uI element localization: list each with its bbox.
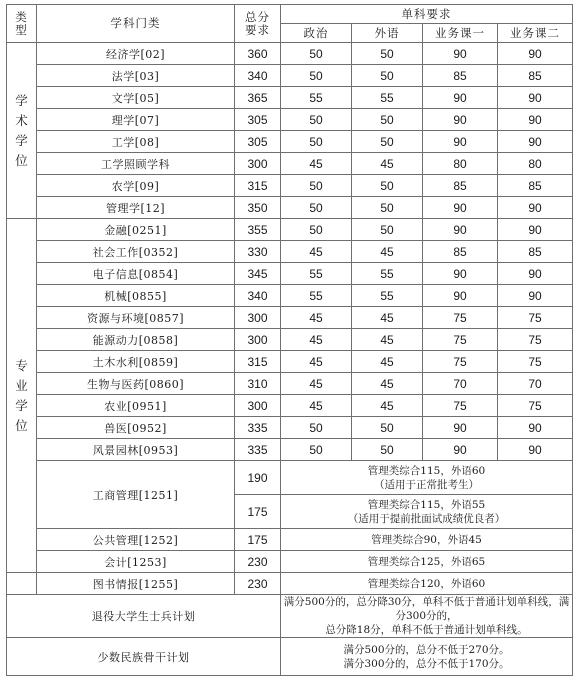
subject-cell: 能源动力[0858] (37, 329, 235, 351)
total-score-cell: 300 (235, 153, 281, 175)
subject-cell: 图书情报[1255] (37, 573, 235, 595)
politics-score-cell: 50 (281, 417, 352, 439)
politics-score-cell: 45 (281, 351, 352, 373)
requirement-note-cell: 管理类综合115，外语60 （适用于正常批考生） (281, 461, 573, 495)
plan-rule-cell: 满分500分的，总分降30分，单科不低于普通计划单科线，满分300分的， 总分降18分，单科不低于普通计划单科线。 (281, 595, 573, 638)
total-score-cell: 335 (235, 417, 281, 439)
foreign-score-cell: 45 (352, 373, 423, 395)
major2-score-cell: 90 (498, 439, 573, 461)
requirement-note-cell: 管理类综合125，外语65 (281, 551, 573, 573)
table-row (7, 638, 573, 676)
table-row (7, 551, 573, 573)
foreign-score-cell: 50 (352, 219, 423, 241)
major1-score-cell: 75 (423, 395, 498, 417)
subject-cell: 资源与环境[0857] (37, 307, 235, 329)
table-row (7, 351, 573, 373)
major1-score-cell: 90 (423, 87, 498, 109)
major1-score-cell: 85 (423, 175, 498, 197)
table-row (7, 219, 573, 241)
major1-score-cell: 80 (423, 153, 498, 175)
total-score-cell: 305 (235, 109, 281, 131)
foreign-score-cell: 45 (352, 329, 423, 351)
politics-score-cell: 45 (281, 395, 352, 417)
academic-degree-type: 学 术 学 位 (7, 43, 37, 219)
subject-cell: 风景园林[0953] (37, 439, 235, 461)
major2-score-cell: 90 (498, 219, 573, 241)
table-row (7, 573, 573, 595)
requirement-note-cell: 管理类综合90，外语45 (281, 529, 573, 551)
total-score-cell: 340 (235, 65, 281, 87)
foreign-score-cell: 45 (352, 241, 423, 263)
subject-cell: 工学照顾学科 (37, 153, 235, 175)
politics-score-cell: 50 (281, 197, 352, 219)
foreign-score-cell: 55 (352, 263, 423, 285)
major2-score-cell: 75 (498, 329, 573, 351)
major1-score-cell: 75 (423, 307, 498, 329)
subject-cell: 金融[0251] (37, 219, 235, 241)
total-score-cell: 335 (235, 439, 281, 461)
subject-cell: 管理学[12] (37, 197, 235, 219)
major1-score-cell: 75 (423, 351, 498, 373)
foreign-score-cell: 45 (352, 307, 423, 329)
subject-cell: 社会工作[0352] (37, 241, 235, 263)
subject-cell: 会计[1253] (37, 551, 235, 573)
total-score-cell: 360 (235, 43, 281, 65)
total-score-cell: 175 (235, 529, 281, 551)
major2-score-cell: 75 (498, 395, 573, 417)
header-major1: 业务课一 (423, 24, 498, 43)
major2-score-cell: 85 (498, 241, 573, 263)
politics-score-cell: 50 (281, 175, 352, 197)
table-row (7, 285, 573, 307)
politics-score-cell: 50 (281, 219, 352, 241)
total-score-cell: 300 (235, 395, 281, 417)
major1-score-cell: 90 (423, 285, 498, 307)
major2-score-cell: 75 (498, 307, 573, 329)
total-score-cell: 230 (235, 551, 281, 573)
subject-cell: 农业[0951] (37, 395, 235, 417)
total-score-cell: 310 (235, 373, 281, 395)
total-score-cell: 345 (235, 263, 281, 285)
blank-type-cell (7, 573, 37, 595)
major2-score-cell: 90 (498, 87, 573, 109)
header-foreign: 外语 (352, 24, 423, 43)
total-score-cell: 300 (235, 329, 281, 351)
foreign-score-cell: 50 (352, 43, 423, 65)
politics-score-cell: 50 (281, 439, 352, 461)
table-row (7, 109, 573, 131)
major1-score-cell: 90 (423, 263, 498, 285)
major2-score-cell: 90 (498, 131, 573, 153)
table-row (7, 461, 573, 495)
subject-cell: 法学[03] (37, 65, 235, 87)
major1-score-cell: 75 (423, 329, 498, 351)
total-score-cell: 365 (235, 87, 281, 109)
table-row (7, 241, 573, 263)
table-header (7, 5, 573, 43)
subject-cell: 电子信息[0854] (37, 263, 235, 285)
major1-score-cell: 90 (423, 439, 498, 461)
major2-score-cell: 80 (498, 153, 573, 175)
table-row (7, 65, 573, 87)
foreign-score-cell: 50 (352, 417, 423, 439)
major2-score-cell: 90 (498, 417, 573, 439)
politics-score-cell: 55 (281, 263, 352, 285)
professional-degree-type: 专 业 学 位 (7, 219, 37, 573)
score-requirements-table (6, 4, 573, 676)
total-score-cell: 300 (235, 307, 281, 329)
header-single-subject: 单科要求 (281, 5, 573, 24)
table-row (7, 153, 573, 175)
table-row (7, 395, 573, 417)
table-row (7, 175, 573, 197)
major2-score-cell: 75 (498, 351, 573, 373)
total-score-cell: 190 (235, 461, 281, 495)
politics-score-cell: 45 (281, 153, 352, 175)
header-politics: 政治 (281, 24, 352, 43)
politics-score-cell: 45 (281, 373, 352, 395)
major1-score-cell: 90 (423, 131, 498, 153)
politics-score-cell: 50 (281, 43, 352, 65)
total-score-cell: 305 (235, 131, 281, 153)
foreign-score-cell: 50 (352, 175, 423, 197)
table-row (7, 417, 573, 439)
major2-score-cell: 90 (498, 263, 573, 285)
subject-cell: 工商管理[1251] (37, 461, 235, 529)
major2-score-cell: 90 (498, 197, 573, 219)
total-score-cell: 330 (235, 241, 281, 263)
subject-cell: 理学[07] (37, 109, 235, 131)
foreign-score-cell: 55 (352, 285, 423, 307)
total-score-cell: 350 (235, 197, 281, 219)
table-row (7, 87, 573, 109)
requirement-note-cell: 管理类综合120，外语60 (281, 573, 573, 595)
foreign-score-cell: 55 (352, 87, 423, 109)
header-total: 总分 要求 (235, 5, 281, 43)
subject-cell: 机械[0855] (37, 285, 235, 307)
major1-score-cell: 90 (423, 417, 498, 439)
politics-score-cell: 45 (281, 241, 352, 263)
table-row (7, 373, 573, 395)
table-row (7, 439, 573, 461)
politics-score-cell: 50 (281, 131, 352, 153)
foreign-score-cell: 50 (352, 439, 423, 461)
major2-score-cell: 90 (498, 43, 573, 65)
foreign-score-cell: 45 (352, 395, 423, 417)
header-subject: 学科门类 (37, 5, 235, 43)
foreign-score-cell: 50 (352, 65, 423, 87)
table-row (7, 307, 573, 329)
veteran-plan-label: 退役大学生士兵计划 (7, 595, 281, 638)
table-row (7, 595, 573, 638)
total-score-cell: 315 (235, 175, 281, 197)
header-type: 类 型 (7, 5, 37, 43)
major1-score-cell: 90 (423, 109, 498, 131)
subject-cell: 公共管理[1252] (37, 529, 235, 551)
table-body (7, 43, 573, 676)
major2-score-cell: 85 (498, 175, 573, 197)
total-score-cell: 175 (235, 495, 281, 529)
subject-cell: 生物与医药[0860] (37, 373, 235, 395)
table-row (7, 131, 573, 153)
subject-cell: 土木水利[0859] (37, 351, 235, 373)
politics-score-cell: 50 (281, 65, 352, 87)
major1-score-cell: 90 (423, 219, 498, 241)
subject-cell: 农学[09] (37, 175, 235, 197)
subject-cell: 文学[05] (37, 87, 235, 109)
major2-score-cell: 85 (498, 65, 573, 87)
requirement-note-cell: 管理类综合115，外语55 （适用于提前批面试成绩优良者） (281, 495, 573, 529)
major2-score-cell: 90 (498, 109, 573, 131)
table-row (7, 197, 573, 219)
major1-score-cell: 90 (423, 197, 498, 219)
subject-cell: 兽医[0952] (37, 417, 235, 439)
politics-score-cell: 45 (281, 329, 352, 351)
total-score-cell: 355 (235, 219, 281, 241)
foreign-score-cell: 45 (352, 153, 423, 175)
politics-score-cell: 55 (281, 87, 352, 109)
major1-score-cell: 85 (423, 241, 498, 263)
table-row (7, 263, 573, 285)
table-row (7, 329, 573, 351)
major1-score-cell: 90 (423, 43, 498, 65)
politics-score-cell: 45 (281, 307, 352, 329)
table-row (7, 43, 573, 65)
major2-score-cell: 90 (498, 285, 573, 307)
subject-cell: 经济学[02] (37, 43, 235, 65)
politics-score-cell: 55 (281, 285, 352, 307)
politics-score-cell: 50 (281, 109, 352, 131)
table-row (7, 529, 573, 551)
major1-score-cell: 70 (423, 373, 498, 395)
foreign-score-cell: 45 (352, 351, 423, 373)
total-score-cell: 230 (235, 573, 281, 595)
foreign-score-cell: 50 (352, 197, 423, 219)
subject-cell: 工学[08] (37, 131, 235, 153)
minority-plan-label: 少数民族骨干计划 (7, 638, 281, 676)
foreign-score-cell: 50 (352, 131, 423, 153)
total-score-cell: 315 (235, 351, 281, 373)
plan-rule-cell: 满分500分的，总分不低于270分。 满分300分的，总分不低于170分。 (281, 638, 573, 676)
major2-score-cell: 70 (498, 373, 573, 395)
foreign-score-cell: 50 (352, 109, 423, 131)
major1-score-cell: 85 (423, 65, 498, 87)
header-major2: 业务课二 (498, 24, 573, 43)
total-score-cell: 340 (235, 285, 281, 307)
